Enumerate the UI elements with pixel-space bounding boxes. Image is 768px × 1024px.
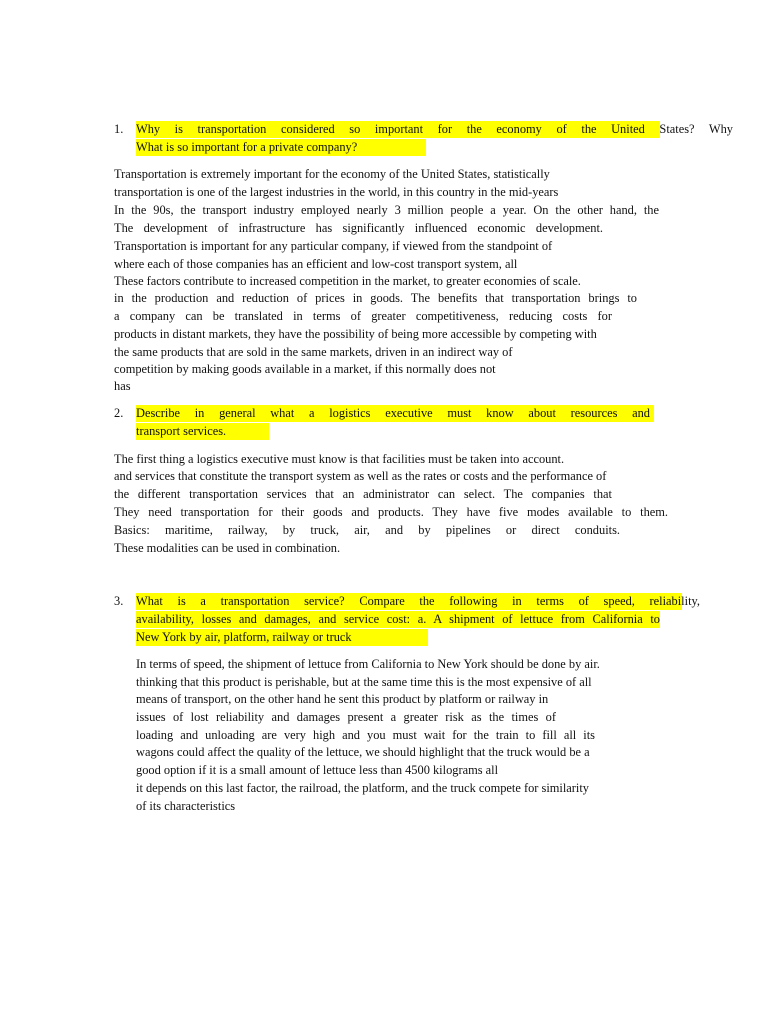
answer-1-line: In the 90s, the transport industry employed nearly 3 million people a year. On the other hand, the (114, 203, 659, 217)
answer-3-line: means of transport, on the other hand he sent this product by platform or railway in (136, 692, 549, 706)
answer-1-line: These factors contribute to increased competition in the market, to greater economies of scale. (114, 274, 581, 288)
answer-1-line: in the production and reduction of prices in goods. The benefits that transportation brings to (114, 291, 637, 305)
answer-3-line: wagons could affect the quality of the lettuce, we should highlight that the truck would be a (136, 745, 590, 759)
answer-1-line: The development of infrastructure has significantly influenced economic development. (114, 221, 603, 235)
answer-3-line: it depends on this last factor, the railroad, the platform, and the truck compete for similarity (136, 781, 590, 795)
answer-3-line: good option if it is a small amount of lettuce less than 4500 kilograms all (136, 763, 499, 777)
answer-2-line: the different transportation services that an administrator can select. The companies that (114, 487, 612, 501)
answer-2-line: They need transportation for their goods and products. They have five modes available to them. (114, 505, 668, 519)
answer-1-line: has (114, 379, 131, 393)
question-2-text: transport services. (136, 424, 227, 438)
question-3-line-1 (114, 593, 734, 610)
answer-1-line: where each of those companies has an efficient and low-cost transport system, all (114, 257, 518, 271)
answer-3-line: thinking that this product is perishable, but at the same time this is the most expensive of all (136, 675, 592, 689)
question-2-number: 2. (114, 406, 124, 420)
question-1-text: Why is transportation considered so important for the economy of the United States? Why (136, 122, 733, 136)
question-1-line-1 (114, 121, 734, 138)
answer-1-line: competition by making goods available in a market, if this normally does not (114, 362, 496, 376)
question-1-line-2 (114, 139, 514, 156)
answer-1-line: Transportation is important for any particular company, if viewed from the standpoint of (114, 239, 553, 253)
question-2-line-2 (114, 423, 274, 440)
answer-3-line: loading and unloading are very high and you must wait for the train to fill all its (136, 728, 595, 742)
question-2-line-1 (114, 405, 654, 422)
answer-1-line: Transportation is extremely important for the economy of the United States, statistically (114, 167, 550, 181)
question-3-number: 3. (114, 594, 124, 608)
answer-1-line: transportation is one of the largest industries in the world, in this country in the mid-years (114, 185, 559, 199)
question-3-line-2 (114, 611, 674, 628)
answer-3-line: of its characteristics (136, 799, 236, 813)
question-3-line-3 (114, 629, 454, 646)
answer-1-line: a company can be translated in terms of greater competitiveness, reducing costs for (114, 309, 612, 323)
answer-2-line: These modalities can be used in combination. (114, 541, 341, 555)
question-2-text: Describe in general what a logistics executive must know about resources and (136, 406, 650, 420)
answer-1-line: the same products that are sold in the same markets, driven in an indirect way of (114, 345, 513, 359)
question-3-text: What is a transportation service? Compare the following in terms of speed, reliability, (136, 594, 700, 608)
answer-2-line: The first thing a logistics executive must know is that facilities must be taken into account. (114, 452, 565, 466)
answer-1-line: products in distant markets, they have the possibility of being more accessible by competing with (114, 327, 597, 341)
answer-2-line: Basics: maritime, railway, by truck, air, and by pipelines or direct conduits. (114, 523, 620, 537)
question-3-text: availability, losses and damages, and service cost: a. A shipment of lettuce from California to (136, 612, 660, 626)
answer-3-line: issues of lost reliability and damages present a greater risk as the times of (136, 710, 556, 724)
answer-3-line: In terms of speed, the shipment of lettuce from California to New York should be done by air. (136, 657, 600, 671)
answer-2-line: and services that constitute the transport system as well as the rates or costs and the performance of (114, 469, 607, 483)
question-3-text: New York by air, platform, railway or truck (136, 630, 352, 644)
question-1-text: What is so important for a private company? (136, 140, 358, 154)
question-1-number: 1. (114, 122, 124, 136)
